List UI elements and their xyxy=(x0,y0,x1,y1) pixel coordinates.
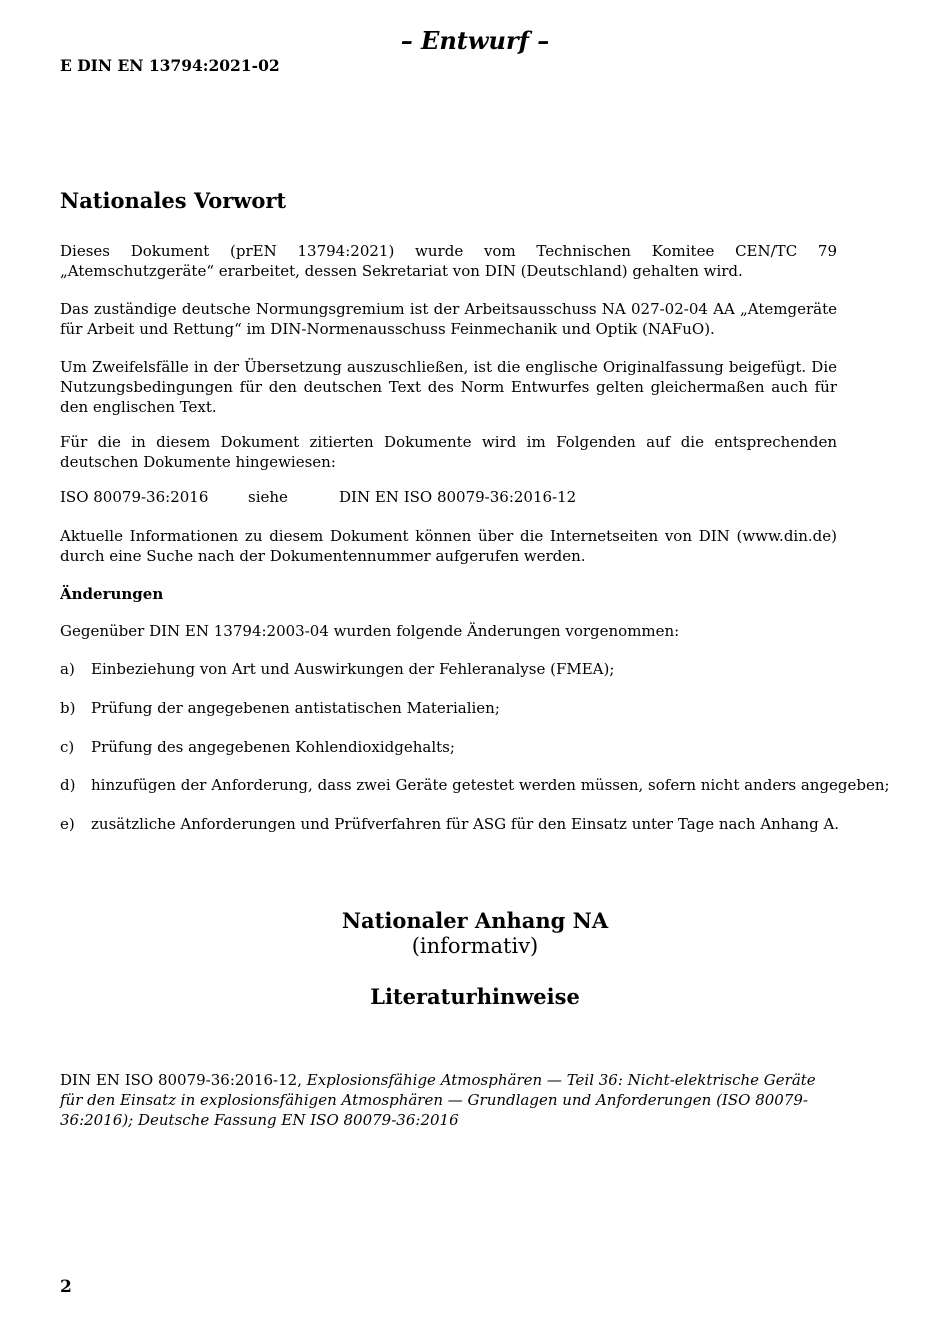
list-item-text: Einbeziehung von Art und Auswirkungen der Fehleranalyse (FMEA); xyxy=(91,660,615,678)
list-item-label: a) xyxy=(60,660,75,678)
document-id: E DIN EN 13794:2021-02 xyxy=(60,56,280,75)
list-item-text: zusätzliche Anforderungen und Prüfverfahren für ASG für den Einsatz unter Tage nach Anhang A. xyxy=(91,815,840,833)
list-item-label: d) xyxy=(60,776,76,794)
paragraph-committee: Dieses Dokument (prEN 13794:2021) wurde vom Technischen Komitee CEN/TC 79 „Atemschutzgeräte“ erarbeitet, dessen Sekretariat von DIN (Deutschland) gehalten wird. xyxy=(60,242,837,280)
paragraph-cited-documents: Für die in diesem Dokument zitierten Dokumente wird im Folgenden auf die entsprechenden deutschen Dokumente hingewiesen: xyxy=(60,433,837,471)
reference-source: ISO 80079-36:2016 xyxy=(60,488,209,506)
page-number: 2 xyxy=(60,1277,72,1297)
list-item-text: hinzufügen der Anforderung, dass zwei Geräte getestet werden müssen, sofern nicht anders angegeben; xyxy=(91,776,890,794)
list-item-text: Prüfung der angegebenen antistatischen Materialien; xyxy=(91,699,500,717)
list-item-text: Prüfung des angegebenen Kohlendioxidgehalts; xyxy=(91,738,455,756)
aenderungen-intro: Gegenüber DIN EN 13794:2003-04 wurden folgende Änderungen vorgenommen: xyxy=(60,622,680,640)
bibliography-ref: DIN EN ISO 80079-36:2016-12, xyxy=(60,1071,302,1089)
annex-subtitle: (informativ) xyxy=(411,934,539,958)
section-heading-vorwort: Nationales Vorwort xyxy=(60,188,287,213)
paragraph-translation: Um Zweifelsfälle in der Übersetzung auszuschließen, ist die englische Originalfassung beigefügt. Die Nutzungsbedingungen für den deutschen Text des Norm Entwurfes gelten gleichermaßen auch für den englischen Text. xyxy=(60,358,837,416)
reference-target: DIN EN ISO 80079-36:2016-12 xyxy=(339,488,577,506)
list-item-label: b) xyxy=(60,699,76,717)
bibliography-title: Explosionsfähige Atmosphären — Teil 36: Nicht-elektrische Geräte für den Einsatz in explosionsfähigen Atmosphären — Grundlagen und Anforderungen (ISO 80079-36:2016); Deutsche Fassung EN ISO 80079-36:2016 xyxy=(60,1071,816,1129)
literature-heading: Literaturhinweise xyxy=(370,984,580,1009)
annex-title: Nationaler Anhang NA xyxy=(341,908,609,933)
paragraph-working-group: Das zuständige deutsche Normungsgremium ist der Arbeitsausschuss NA 027-02-04 AA „Atemgeräte für Arbeit und Rettung“ im DIN-Normenausschuss Feinmechanik und Optik (NAFuO). xyxy=(60,300,837,338)
paragraph-information: Aktuelle Informationen zu diesem Dokument können über die Internetseiten von DIN (www.din.de) durch eine Suche nach der Dokumentennummer aufgerufen werden. xyxy=(60,527,837,565)
draft-label: – Entwurf – xyxy=(400,26,550,55)
list-item-label: e) xyxy=(60,815,75,833)
reference-row xyxy=(60,487,837,507)
bibliography-entry xyxy=(60,1070,837,1130)
list-item-label: c) xyxy=(60,738,75,756)
reference-relation: siehe xyxy=(248,488,288,506)
subheading-aenderungen: Änderungen xyxy=(60,585,164,603)
